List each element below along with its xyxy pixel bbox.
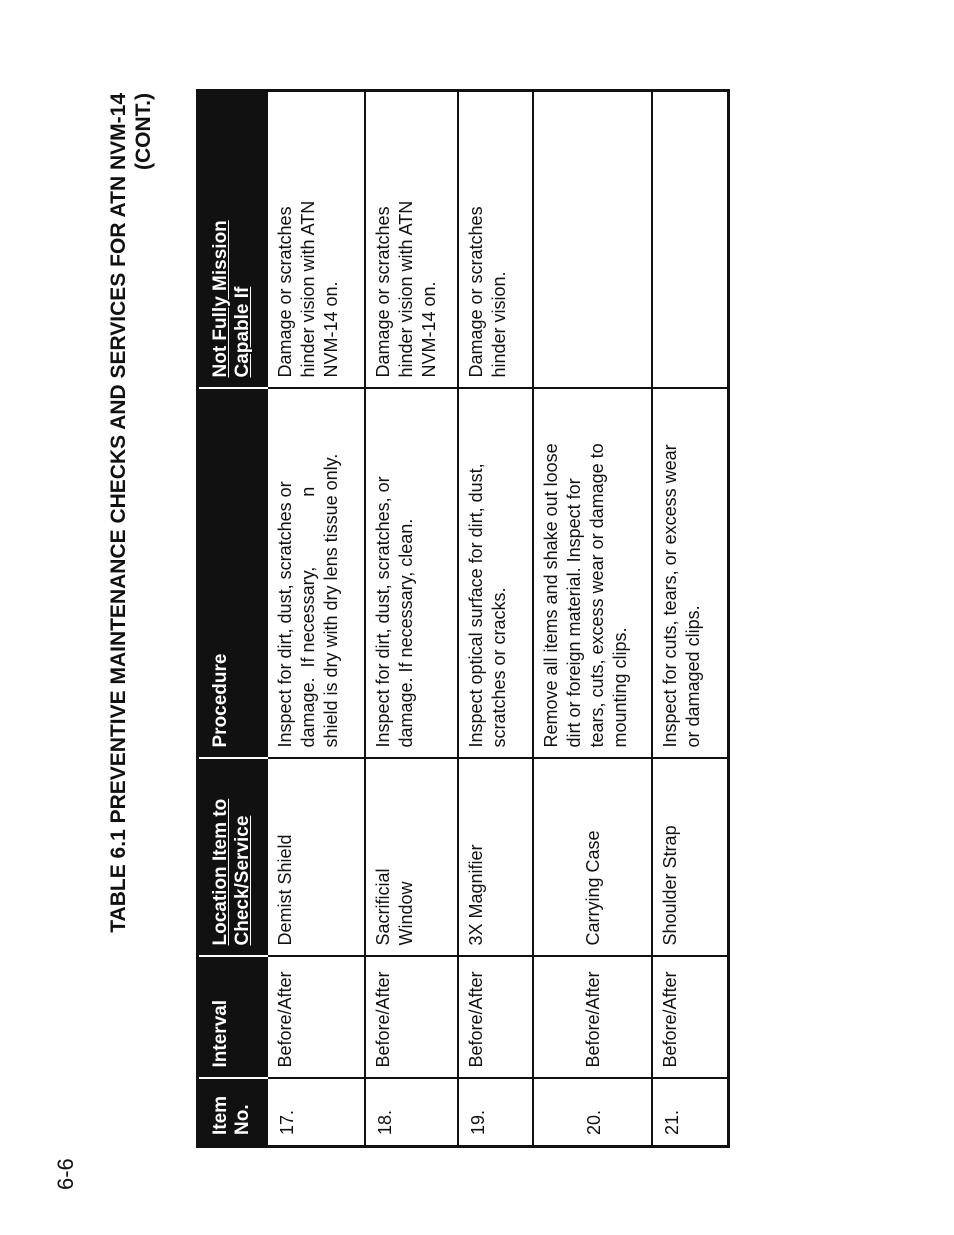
- interval-cell: Before/After: [652, 957, 729, 1079]
- header-item-no: [198, 1079, 269, 1147]
- header-nfmc-line-2-text: Capable If: [232, 286, 253, 378]
- header-nfmc-line-1: [210, 100, 232, 378]
- interval-cell: Before/After: [268, 957, 365, 1079]
- procedure-line: tears, cuts, excess wear or damage to: [587, 443, 607, 748]
- table-row: [533, 91, 652, 1147]
- header-location-line-2-text: Check/Service: [232, 815, 253, 946]
- item-number: 20.: [533, 1079, 652, 1147]
- procedure-line: shield is dry with dry lens tissue only.: [321, 453, 341, 748]
- header-procedure-label: Procedure: [210, 653, 231, 748]
- nfmc-line: hinder vision with ATN: [396, 200, 416, 378]
- header-interval-label: Interval: [210, 999, 231, 1068]
- nfmc-line: Damage or scratches: [373, 206, 393, 378]
- header-interval: [198, 957, 269, 1079]
- nfmc-line: NVM-14 on.: [419, 281, 439, 378]
- nfmc-cell: [652, 91, 729, 389]
- table-row: [652, 91, 729, 1147]
- location-cell: 3X Magnifier: [458, 759, 533, 957]
- procedure-cell: [533, 389, 652, 759]
- header-procedure: [198, 389, 269, 759]
- header-item-line-2: No.: [232, 1104, 253, 1135]
- nfmc-cell: [365, 91, 458, 389]
- header-item-line-1: Item: [210, 1095, 231, 1135]
- procedure-line: damage. If necessary, clean.: [396, 518, 416, 748]
- nfmc-line: hinder vision.: [489, 271, 509, 378]
- procedure-line: Inspect optical surface for dirt, dust,: [466, 463, 486, 748]
- procedure-cell: [268, 389, 365, 759]
- location-cell: [365, 759, 458, 957]
- nfmc-cell: [268, 91, 365, 389]
- nfmc-line: Damage or scratches: [275, 206, 295, 378]
- procedure-line: dirt or foreign material. Inspect for: [564, 478, 584, 748]
- procedure-cell: [458, 389, 533, 759]
- table-row: [365, 91, 458, 1147]
- header-row: [198, 91, 269, 1147]
- header-location-line-1: [210, 768, 232, 946]
- location-cell: Carrying Case: [533, 759, 652, 957]
- procedure-cell: [365, 389, 458, 759]
- procedure-line: scratches or cracks.: [489, 587, 509, 748]
- table-row: [458, 91, 533, 1147]
- procedure-line: mounting clips.: [610, 627, 630, 748]
- header-location-line-2: [232, 768, 254, 946]
- location-cell: Shoulder Strap: [652, 759, 729, 957]
- interval-cell: Before/After: [458, 957, 533, 1079]
- table-title: [106, 93, 156, 1095]
- header-location: [198, 759, 269, 957]
- procedure-cell: [652, 389, 729, 759]
- procedure-line: or damaged clips.: [683, 605, 703, 748]
- header-location-line-1-text: Location Item to: [210, 798, 231, 946]
- nfmc-line: hinder vision with ATN: [298, 200, 318, 378]
- procedure-line: Inspect for dirt, dust, scratches, or: [373, 476, 393, 748]
- item-number: 18.: [365, 1079, 458, 1147]
- item-number: 17.: [268, 1079, 365, 1147]
- location-line: Sacrificial: [373, 868, 393, 946]
- item-number: 19.: [458, 1079, 533, 1147]
- table-title-line-1: TABLE 6.1 PREVENTIVE MAINTENANCE CHECKS AND SERVICES FOR ATN NVM-14: [107, 93, 130, 933]
- header-nfmc-line-2: [232, 100, 254, 378]
- procedure-line: Inspect for cuts, tears, or excess wear: [660, 444, 680, 748]
- procedure-line: Remove all items and shake out loose: [541, 443, 561, 748]
- interval-cell: Before/After: [365, 957, 458, 1079]
- table-title-line-2: (CONT.): [132, 93, 155, 170]
- page-number: 6-6: [53, 1158, 78, 1190]
- procedure-line: Inspect for dirt, dust, scratches or: [275, 481, 295, 748]
- pmcs-table: [196, 89, 730, 1148]
- header-nfmc: [198, 91, 269, 389]
- location-cell: Demist Shield: [268, 759, 365, 957]
- location-line: Window: [396, 881, 416, 946]
- nfmc-line: NVM-14 on.: [321, 281, 341, 378]
- interval-cell: Before/After: [533, 957, 652, 1079]
- nfmc-cell: [458, 91, 533, 389]
- procedure-line: damage. If necessary, n: [298, 486, 318, 748]
- nfmc-cell: [533, 91, 652, 389]
- item-number: 21.: [652, 1079, 729, 1147]
- table-row: [268, 91, 365, 1147]
- nfmc-line: Damage or scratches: [466, 206, 486, 378]
- header-nfmc-line-1-text: Not Fully Mission: [210, 220, 231, 378]
